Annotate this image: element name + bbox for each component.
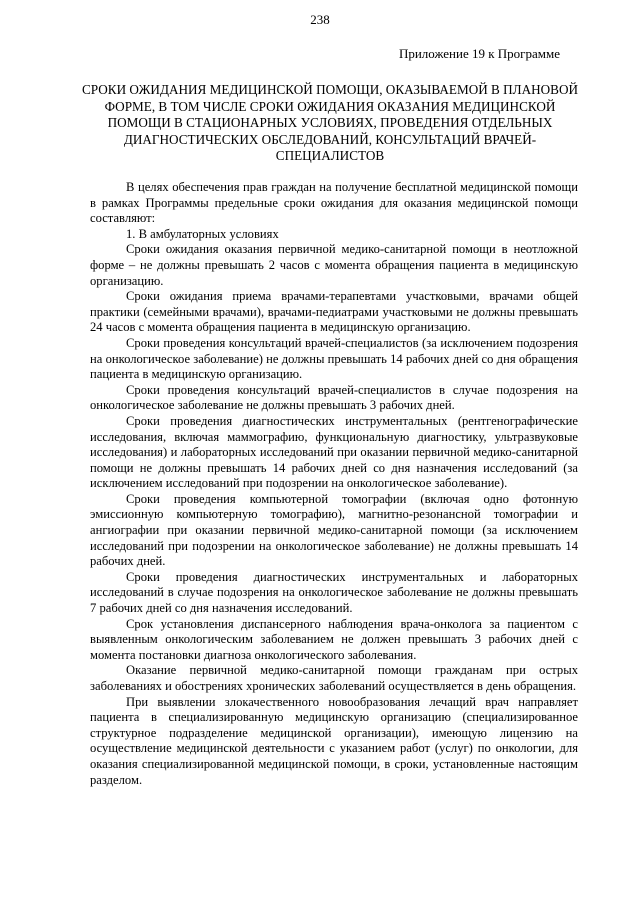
- paragraph-diagnostic-studies: Сроки проведения диагностических инструментальных (рентгенографические исследования, включая маммографию, функциональную диагностику, ультразвуковые исследования) и лабораторных исследований при оказании первичной медико-санитарной помощи не должны превышать 14 рабочих дней со дня назначения исследований (за исключением исследований при подозрении на онкологическое заболевание).: [90, 413, 578, 491]
- appendix-reference: Приложение 19 к Программе: [398, 46, 560, 61]
- paragraph-oncologist-observation: Срок установления диспансерного наблюдения врача-онколога за пациентом с выявленным онкологическим заболеванием не должен превышать 3 рабочих дней с момента постановки диагноза онкологического заболевания.: [90, 616, 578, 662]
- paragraph-acute-care: Оказание первичной медико-санитарной помощи гражданам при острых заболеваниях и обострениях хронических заболеваний осуществляется в день обращения.: [90, 663, 578, 693]
- paragraph-intro: В целях обеспечения прав граждан на получение бесплатной медицинской помощи в рамках Программы предельные сроки ожидания для оказания медицинской помощи составляют:: [90, 180, 578, 226]
- page-number: 238: [310, 12, 330, 27]
- paragraph-therapists: Сроки ожидания приема врачами-терапевтами участковыми, врачами общей практики (семейными врачами), врачами-педиатрами участковыми не должны превышать 24 часов с момента обращения пациента в медицинскую организацию.: [90, 289, 578, 335]
- paragraph-oncology-consultations: Сроки проведения консультаций врачей-специалистов в случае подозрения на онкологическое заболевание не должны превышать 3 рабочих дней.: [90, 382, 578, 413]
- paragraph-tomography: Сроки проведения компьютерной томографии (включая одно фотонную эмиссионную компьютерную томографию), магнитно-резонансной томографии и ангиографии при оказании первичной медико-санитарной помощи (за исключением исследований при подозрении на онкологическое заболевание) не должны превышать 14 рабочих дней.: [90, 491, 578, 569]
- paragraph-oncology-diagnostics: Сроки проведения диагностических инструментальных и лабораторных исследований в случае подозрения на онкологическое заболевание не должны превышать 7 рабочих дней со дня назначения исследований.: [90, 569, 578, 616]
- document-body: [90, 180, 578, 788]
- document-title: СРОКИ ОЖИДАНИЯ МЕДИЦИНСКОЙ ПОМОЩИ, ОКАЗЫВАЕМОЙ В ПЛАНОВОЙ ФОРМЕ, В ТОМ ЧИСЛЕ СРОКИ ОЖИДАНИЯ ОКАЗАНИЯ МЕДИЦИНСКОЙ ПОМОЩИ В СТАЦИОНАРНЫХ УСЛОВИЯХ, ПРОВЕДЕНИЯ ОТДЕЛЬНЫХ ДИАГНОСТИЧЕСКИХ ОБСЛЕДОВАНИЙ, КОНСУЛЬТАЦИЙ ВРАЧЕЙ-СПЕЦИАЛИСТОВ: [81, 82, 579, 163]
- paragraph-urgent-care: Сроки ожидания оказания первичной медико-санитарной помощи в неотложной форме – не должны превышать 2 часов с момента обращения пациента в медицинскую организацию.: [90, 242, 578, 288]
- paragraph-referral: При выявлении злокачественного новообразования лечащий врач направляет пациента в специализированную медицинскую организацию (специализированное структурное подразделение медицинской организации), имеющую лицензию на осуществление медицинской деятельности с указанием работ (услуг) по онкологии, для оказания специализированной медицинской помощи, в сроки, установленные настоящим разделом.: [90, 694, 578, 787]
- paragraph-section-heading: 1. В амбулаторных условиях: [126, 226, 279, 241]
- paragraph-specialist-consultations: Сроки проведения консультаций врачей-специалистов (за исключением подозрения на онкологическое заболевание) не должны превышать 14 рабочих дней со дня обращения пациента в медицинскую организацию.: [90, 335, 578, 382]
